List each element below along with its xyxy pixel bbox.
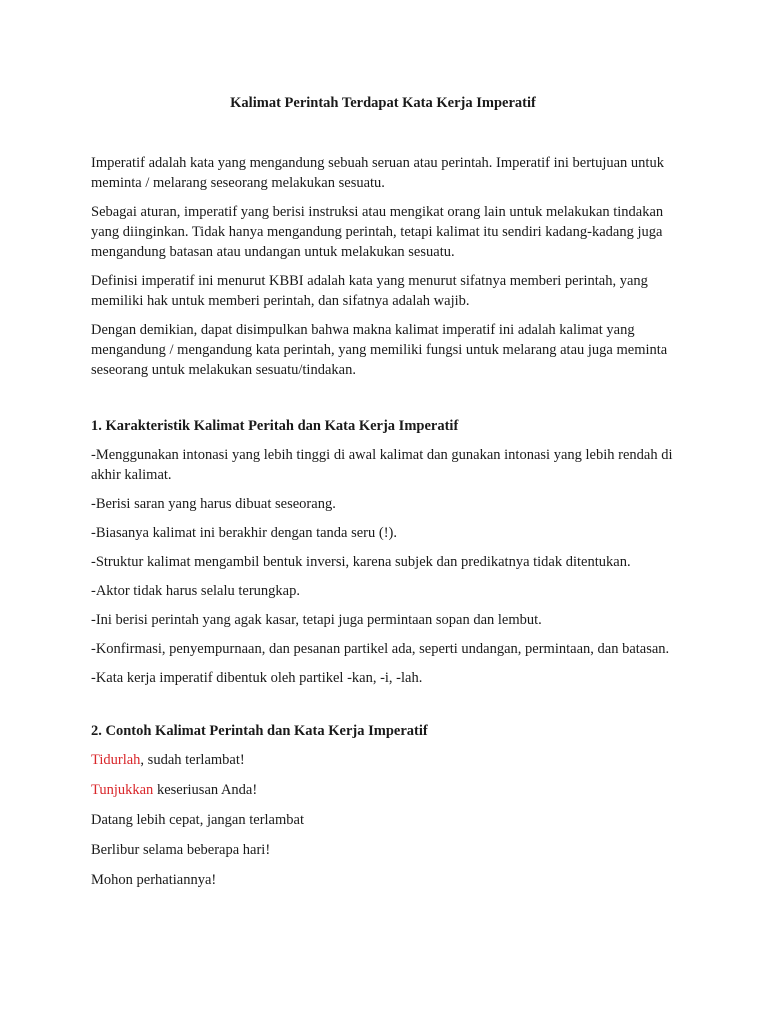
- example-sentence: [91, 870, 675, 890]
- example-text: keseriusan Anda!: [153, 782, 258, 798]
- list-item: -Kata kerja imperatif dibentuk oleh partikel -kan, -i, -lah.: [91, 670, 423, 686]
- highlighted-verb: Tunjukkan: [91, 782, 154, 798]
- document-title: Kalimat Perintah Terdapat Kata Kerja Imperatif: [230, 95, 536, 111]
- list-item: -Menggunakan intonasi yang lebih tinggi di awal kalimat dan gunakan intonasi yang lebih rendah di akhir kalimat.: [91, 447, 673, 483]
- example-text: Mohon perhatiannya!: [91, 872, 217, 888]
- section-heading-examples: 2. Contoh Kalimat Perintah dan Kata Kerja Imperatif: [91, 723, 428, 739]
- intro-paragraph: Imperatif adalah kata yang mengandung sebuah seruan atau perintah. Imperatif ini bertujuan untuk meminta / melarang seseorang melakukan sesuatu.: [91, 155, 664, 191]
- list-item: -Berisi saran yang harus dibuat seseorang.: [91, 496, 336, 512]
- intro-paragraph: Sebagai aturan, imperatif yang berisi instruksi atau mengikat orang lain untuk melakukan tindakan yang diinginkan. Tidak hanya mengandung perintah, tetapi kalimat itu sendiri kadang-kadang juga mengandung batasan atau undangan untuk melakukan sesuatu.: [91, 204, 664, 260]
- example-sentence: [91, 750, 675, 770]
- intro-paragraph: Definisi imperatif ini menurut KBBI adalah kata yang menurut sifatnya memberi perintah, yang memiliki hak untuk memberi perintah, dan sifatnya adalah wajib.: [91, 273, 648, 309]
- example-text: , sudah terlambat!: [140, 752, 245, 768]
- list-item: -Biasanya kalimat ini berakhir dengan tanda seru (!).: [91, 525, 397, 541]
- example-sentence: [91, 780, 675, 800]
- list-item: -Struktur kalimat mengambil bentuk inversi, karena subjek dan predikatnya tidak ditentukan.: [91, 554, 631, 570]
- highlighted-verb: Tidurlah: [91, 752, 141, 768]
- example-text: Datang lebih cepat, jangan terlambat: [91, 812, 304, 828]
- example-text: Berlibur selama beberapa hari!: [91, 842, 271, 858]
- intro-paragraph: Dengan demikian, dapat disimpulkan bahwa makna kalimat imperatif ini adalah kalimat yang mengandung / mengandung kata perintah, yang memiliki fungsi untuk melarang atau juga meminta seseorang untuk melakukan sesuatu/tindakan.: [91, 322, 668, 378]
- list-item: -Aktor tidak harus selalu terungkap.: [91, 583, 300, 599]
- list-item: -Konfirmasi, penyempurnaan, dan pesanan partikel ada, seperti undangan, permintaan, dan batasan.: [91, 641, 670, 657]
- list-item: -Ini berisi perintah yang agak kasar, tetapi juga permintaan sopan dan lembut.: [91, 612, 542, 628]
- section-heading-characteristics: 1. Karakteristik Kalimat Peritah dan Kata Kerja Imperatif: [91, 418, 459, 434]
- example-sentence: [91, 840, 675, 860]
- example-sentence: [91, 810, 675, 830]
- document-page: [91, 93, 675, 900]
